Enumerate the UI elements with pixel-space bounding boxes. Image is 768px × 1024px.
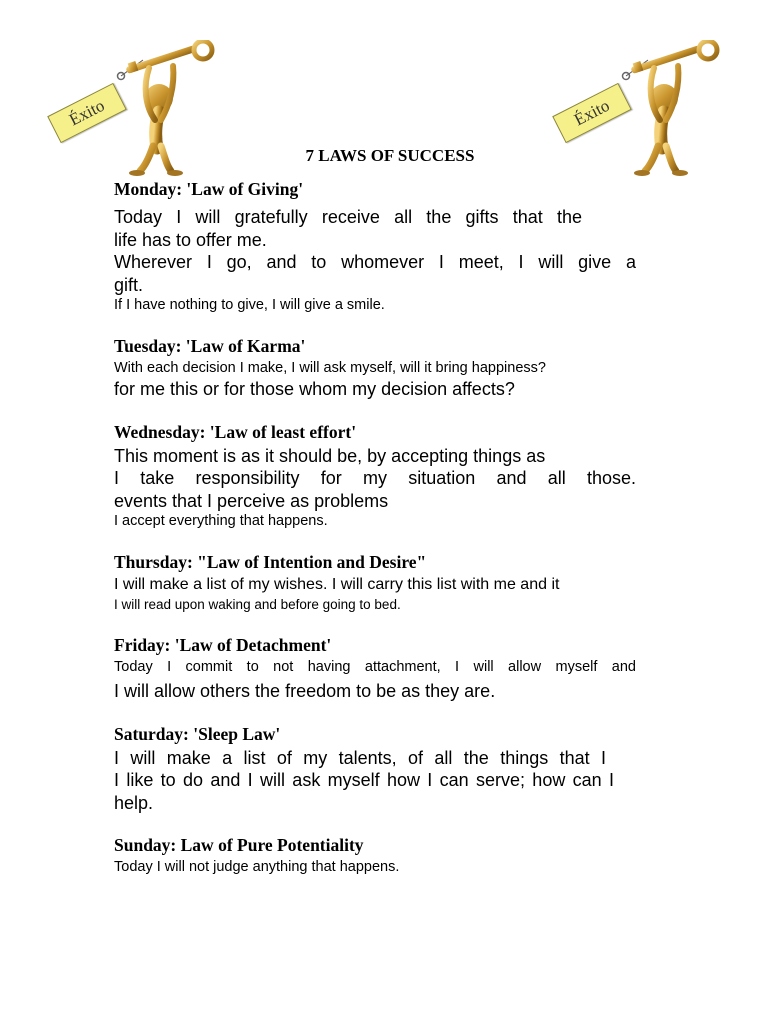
exito-tag: Éxito — [552, 83, 632, 143]
text-line: life has to offer me. — [114, 229, 267, 250]
section-wednesday — [114, 421, 636, 532]
section-heading: Saturday: 'Sleep Law' — [114, 723, 281, 744]
text-line: I will make a list of my talents, of all the things that I — [114, 747, 606, 768]
text-line: I accept everything that happens. — [114, 513, 328, 529]
text-line: I take responsibility for my situation and all those. — [114, 468, 636, 488]
section-saturday — [114, 723, 636, 815]
text-line: gift. — [114, 274, 144, 295]
section-thursday — [114, 551, 636, 614]
text-line: This moment is as it should be, by accepting things as — [114, 445, 546, 466]
page-title: 7 LAWS OF SUCCESS — [305, 146, 475, 165]
section-heading: Friday: 'Law of Detachment' — [114, 635, 332, 655]
section-sunday — [114, 834, 636, 877]
section-friday — [114, 634, 636, 703]
text-line: I will make a list of my wishes. I will carry this list with me and it — [114, 576, 560, 593]
section-heading: Wednesday: 'Law of least effort' — [114, 421, 357, 442]
section-heading: Monday: 'Law of Giving' — [114, 179, 304, 199]
document-body — [114, 178, 636, 897]
text-line: events that I perceive as problems — [114, 490, 389, 511]
text-line: Today I will not judge anything that happens. — [114, 859, 400, 875]
text-line: Today I will gratefully receive all the gifts that the — [114, 207, 582, 227]
text-line: I like to do and I will ask myself how I can serve; how can I — [114, 770, 614, 790]
text-line: Today I commit to not having attachment, I will allow myself and — [114, 659, 636, 675]
text-line: I will allow others the freedom to be as they are. — [114, 681, 496, 701]
section-heading: Thursday: "Law of Intention and Desire" — [114, 552, 427, 572]
text-line: for me this or for those whom my decision affects? — [114, 379, 515, 399]
section-heading: Tuesday: 'Law of Karma' — [114, 336, 306, 356]
section-tuesday — [114, 335, 636, 401]
section-heading: Sunday: Law of Pure Potentiality — [114, 835, 364, 855]
text-line: I will read upon waking and before going to bed. — [114, 597, 401, 612]
exito-tag: Éxito — [47, 83, 127, 143]
text-line: help. — [114, 792, 154, 813]
text-line: With each decision I make, I will ask myself, will it bring happiness? — [114, 360, 546, 376]
text-line: If I have nothing to give, I will give a smile. — [114, 297, 385, 313]
text-line: Wherever I go, and to whomever I meet, I will give a — [114, 252, 636, 272]
section-monday — [114, 178, 636, 315]
